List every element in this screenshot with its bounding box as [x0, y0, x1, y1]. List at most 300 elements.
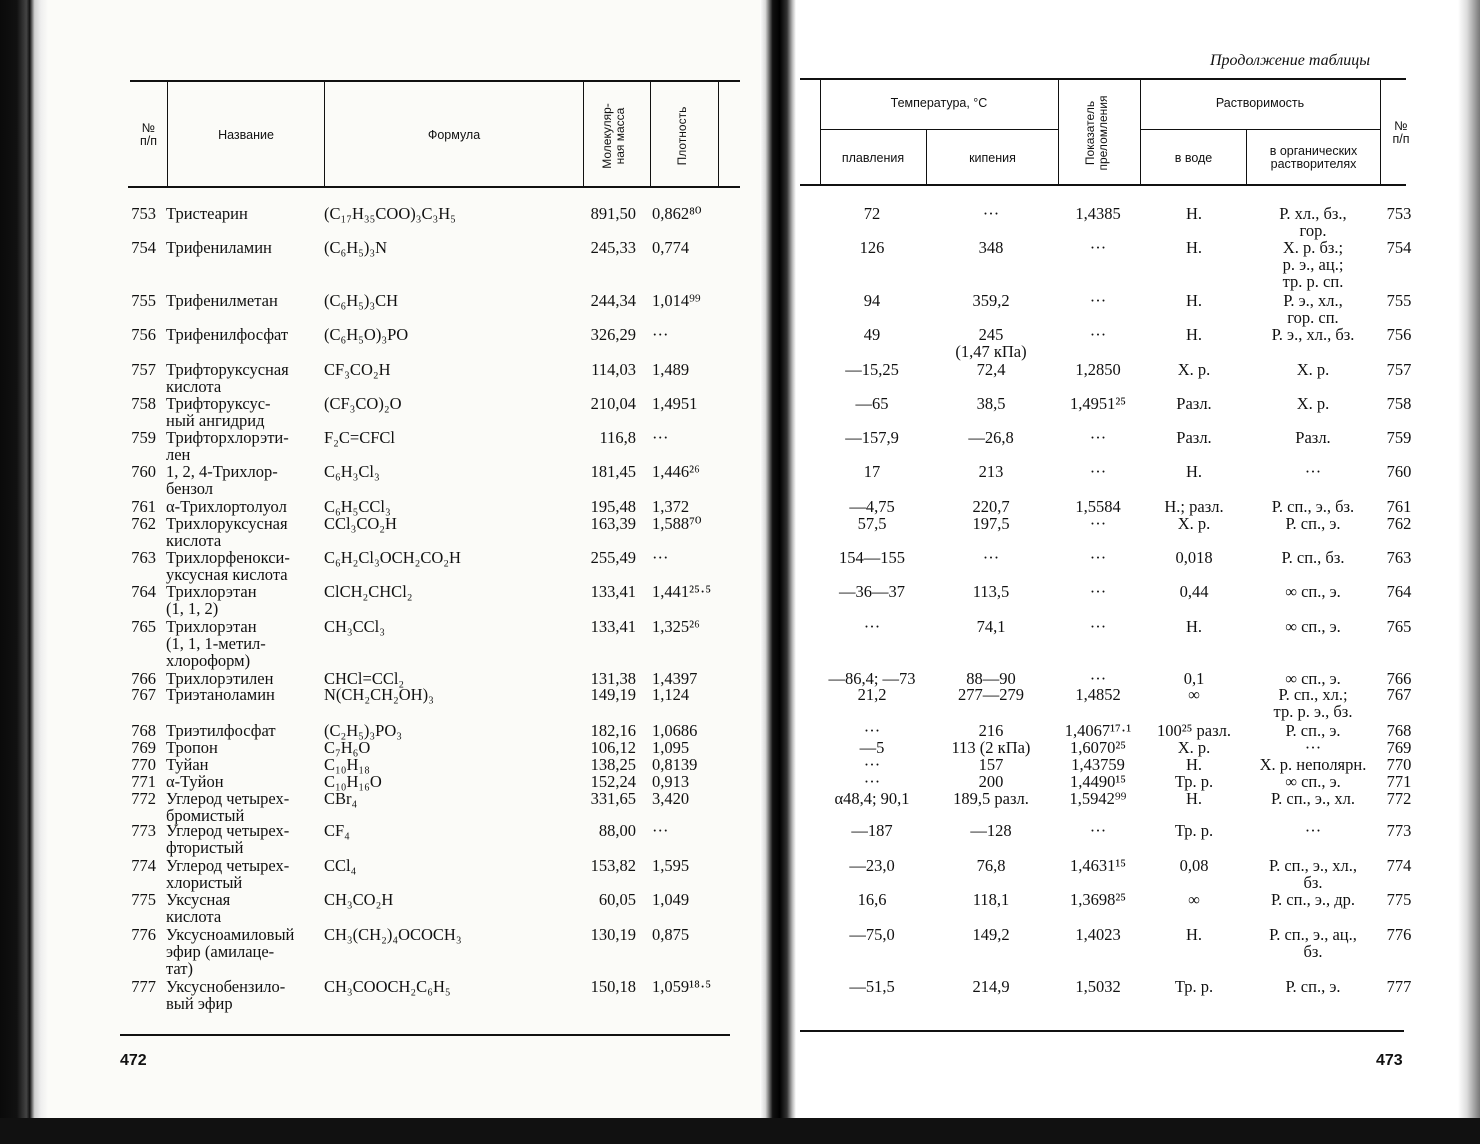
- header-melting: плавления: [841, 151, 905, 165]
- organic-solubility: Р. сп., э., ац., бз.: [1269, 925, 1357, 961]
- row-number-right: 775: [1386, 890, 1412, 909]
- melting-point: 21,2: [857, 685, 887, 704]
- table-row: [0, 325, 1480, 361]
- melting-point: 17: [863, 462, 881, 481]
- table-row: [0, 204, 1480, 240]
- formula: CH₃COOCH₂C₆H₅: [324, 977, 451, 996]
- bottom-book-edge: [0, 1118, 1480, 1144]
- density: 1,014⁹⁹: [652, 291, 701, 310]
- density: 1,489: [652, 360, 690, 379]
- boiling-point: 200: [978, 772, 1004, 791]
- compound-name: Углерод четырех- фтористый: [166, 821, 290, 857]
- refraction-index: 1,5942⁹⁹: [1069, 789, 1127, 808]
- water-solubility: Н.: [1185, 325, 1203, 344]
- row-number: 754: [131, 238, 156, 257]
- density: 1,588⁷⁰: [652, 514, 702, 533]
- left-book-edge: [0, 0, 48, 1144]
- molecular-mass: 133,41: [590, 582, 636, 601]
- row-number-right: 758: [1386, 394, 1412, 413]
- melting-point: ···: [863, 721, 881, 740]
- formula: CF₃CO₂H: [324, 360, 391, 379]
- right-header-top-rule: [800, 78, 1406, 80]
- density: 1,049: [652, 890, 690, 909]
- boiling-point: 113,5: [972, 582, 1010, 601]
- melting-point: 57,5: [857, 514, 887, 533]
- row-number: 777: [131, 977, 156, 996]
- row-number: 756: [131, 325, 156, 344]
- organic-solubility: Х. р.: [1296, 394, 1330, 413]
- row-number-right: 759: [1386, 428, 1412, 447]
- organic-solubility: Р. сп., хл.; тр. р. э., бз.: [1273, 685, 1353, 721]
- organic-solubility: ∞ сп., э.: [1285, 772, 1341, 791]
- compound-name: Туйан: [166, 755, 209, 774]
- refraction-index: ···: [1089, 617, 1107, 636]
- row-number-right: 753: [1386, 204, 1412, 223]
- density: 1,441²⁵·⁵: [652, 582, 712, 601]
- header-num-right: № п/п: [1392, 119, 1410, 146]
- boiling-point: 118,1: [972, 890, 1010, 909]
- refraction-index: 1,4951²⁵: [1069, 394, 1127, 413]
- density: 0,913: [652, 772, 690, 791]
- header-temperature: Температура, °С: [890, 96, 988, 110]
- row-number: 774: [131, 856, 156, 875]
- melting-point: 126: [859, 238, 885, 257]
- header-density: Плотность: [675, 106, 689, 166]
- density: 1,095: [652, 738, 690, 757]
- organic-solubility: Р. хл., бз., гор.: [1279, 204, 1347, 240]
- water-solubility: 100²⁵ разл.: [1156, 721, 1232, 740]
- right-col-divider: [1140, 80, 1141, 184]
- molecular-mass: 195,48: [590, 497, 636, 516]
- density: 3,420: [652, 789, 690, 808]
- header-formula: Формула: [427, 128, 481, 142]
- boiling-point: 88—90: [966, 669, 1016, 688]
- formula: (C₂H₅)₃PO₃: [324, 721, 403, 740]
- melting-point: —65: [855, 394, 889, 413]
- formula: C₁₀H₁₈: [324, 755, 370, 774]
- melting-point: —15,25: [845, 360, 899, 379]
- organic-solubility: Х. р.: [1296, 360, 1330, 379]
- continuation-label: Продолжение таблицы: [1210, 52, 1371, 69]
- molecular-mass: 163,39: [590, 514, 636, 533]
- header-num-left: № п/п: [139, 121, 157, 148]
- formula: CCl₃CO₂H: [324, 514, 397, 533]
- table-row: [0, 238, 1480, 291]
- refraction-index: 1,5032: [1075, 977, 1121, 996]
- boiling-point: 348: [978, 238, 1004, 257]
- refraction-index: 1,4067¹⁷·¹: [1064, 721, 1132, 740]
- row-number: 762: [131, 514, 156, 533]
- water-solubility: 0,08: [1179, 856, 1209, 875]
- table-row: [0, 497, 1480, 516]
- left-bottom-rule: [120, 1034, 730, 1036]
- refraction-index: 1,4023: [1075, 925, 1121, 944]
- row-number: 776: [131, 925, 156, 944]
- compound-name: Трихлорфенокси- уксусная кислота: [166, 548, 290, 584]
- molecular-mass: 130,19: [590, 925, 636, 944]
- boiling-point: —26,8: [968, 428, 1014, 447]
- row-number-right: 770: [1386, 755, 1412, 774]
- boiling-point: 38,5: [976, 394, 1006, 413]
- header-solubility: Растворимость: [1215, 96, 1305, 110]
- melting-point: —4,75: [849, 497, 895, 516]
- compound-name: α-Трихлортолуол: [166, 497, 287, 516]
- melting-point: —75,0: [849, 925, 895, 944]
- table-row: [0, 617, 1480, 670]
- refraction-index: ···: [1089, 669, 1107, 688]
- molecular-mass: 153,82: [590, 856, 636, 875]
- density: 1,372: [652, 497, 690, 516]
- molecular-mass: 891,50: [590, 204, 636, 223]
- molecular-mass: 88,00: [598, 821, 636, 840]
- row-number-right: 773: [1386, 821, 1412, 840]
- boiling-point: 74,1: [976, 617, 1006, 636]
- compound-name: 1, 2, 4-Трихлор- бензол: [166, 462, 278, 498]
- melting-point: 49: [863, 325, 881, 344]
- organic-solubility: Х. р. бз.; р. э., ац.; тр. р. сп.: [1282, 238, 1344, 291]
- temperature-subrule: [820, 129, 1058, 130]
- row-number: 759: [131, 428, 156, 447]
- row-number-right: 776: [1386, 925, 1412, 944]
- compound-name: Триэтаноламин: [166, 685, 275, 704]
- table-row: [0, 721, 1480, 740]
- row-number: 755: [131, 291, 156, 310]
- formula: CH₃CCl₃: [324, 617, 386, 636]
- boiling-point: —128: [970, 821, 1012, 840]
- table-row: [0, 925, 1480, 978]
- melting-point: α48,4; 90,1: [834, 789, 910, 808]
- refraction-index: ···: [1089, 582, 1107, 601]
- boiling-point: 213: [978, 462, 1004, 481]
- molecular-mass: 182,16: [590, 721, 636, 740]
- refraction-index: 1,3698²⁵: [1069, 890, 1127, 909]
- row-number-right: 765: [1386, 617, 1412, 636]
- water-solubility: Н.: [1185, 617, 1203, 636]
- left-col-divider: [583, 82, 584, 186]
- table-row: [0, 890, 1480, 926]
- page-number-right: 473: [1376, 1052, 1403, 1069]
- refraction-index: 1,6070²⁵: [1069, 738, 1127, 757]
- solubility-subrule: [1140, 129, 1380, 130]
- row-number: 760: [131, 462, 156, 481]
- density: 1,0686: [652, 721, 698, 740]
- compound-name: Углерод четырех- хлористый: [166, 856, 290, 892]
- left-col-divider: [650, 82, 651, 186]
- compound-name: Трифениламин: [166, 238, 272, 257]
- table-row: [0, 360, 1480, 396]
- organic-solubility: Р. сп., э.: [1285, 721, 1341, 740]
- organic-solubility: Р. сп., э., хл.: [1271, 789, 1355, 808]
- formula: N(CH₂CH₂OH)₃: [324, 685, 434, 704]
- boiling-point: 149,2: [972, 925, 1010, 944]
- melting-point: 16,6: [857, 890, 887, 909]
- boiling-point: 220,7: [972, 497, 1010, 516]
- refraction-index: ···: [1089, 514, 1107, 533]
- boiling-point: 214,9: [972, 977, 1010, 996]
- water-solubility: ∞: [1188, 685, 1200, 704]
- molecular-mass: 152,24: [590, 772, 636, 791]
- organic-solubility: Р. сп., э., хл., бз.: [1268, 856, 1358, 892]
- refraction-index: 1,4852: [1075, 685, 1121, 704]
- melting-point: 154—155: [839, 548, 905, 567]
- refraction-index: 1,4490¹⁵: [1069, 772, 1127, 791]
- row-number: 772: [131, 789, 156, 808]
- table-row: [0, 856, 1480, 892]
- row-number-right: 761: [1386, 497, 1412, 516]
- organic-solubility: Р. сп., э., др.: [1270, 890, 1356, 909]
- density: 0,862⁸⁰: [652, 204, 702, 223]
- compound-name: α-Туйон: [166, 772, 224, 791]
- row-number: 771: [131, 772, 156, 791]
- row-number: 761: [131, 497, 156, 516]
- formula: C₆H₅CCl₃: [324, 497, 391, 516]
- table-row: [0, 821, 1480, 857]
- organic-solubility: Разл.: [1295, 428, 1331, 447]
- melting-point: —36—37: [839, 582, 905, 601]
- formula: C₆H₂Cl₃OCH₂CO₂H: [324, 548, 461, 567]
- organic-solubility: Р. сп., э., бз.: [1271, 497, 1355, 516]
- density: ···: [652, 548, 669, 567]
- boiling-point: ···: [982, 548, 1000, 567]
- left-header-top-rule: [130, 80, 740, 82]
- melting-point: ···: [863, 617, 881, 636]
- molecular-mass: 255,49: [590, 548, 636, 567]
- header-boiling: кипения: [969, 151, 1016, 165]
- row-number: 768: [131, 721, 156, 740]
- row-number-right: 769: [1386, 738, 1412, 757]
- molecular-mass: 331,65: [590, 789, 636, 808]
- row-number: 766: [131, 669, 156, 688]
- compound-name: Тристеарин: [166, 204, 248, 223]
- density: 1,325²⁶: [652, 617, 700, 636]
- compound-name: Уксусная кислота: [166, 890, 231, 926]
- refraction-index: ···: [1089, 325, 1107, 344]
- formula: CBr₄: [324, 789, 358, 808]
- boiling-point: 76,8: [976, 856, 1006, 875]
- row-number-right: 766: [1386, 669, 1412, 688]
- row-number-right: 768: [1386, 721, 1412, 740]
- water-solubility: Н.: [1185, 204, 1203, 223]
- table-row: [0, 582, 1480, 618]
- compound-name: Трихлорэтилен: [166, 669, 274, 688]
- density: 1,4397: [652, 669, 698, 688]
- water-solubility: 0,018: [1175, 548, 1213, 567]
- row-number-right: 772: [1386, 789, 1412, 808]
- formula: (C₆H₅)₃N: [324, 238, 388, 257]
- refraction-index: 1,43759: [1071, 755, 1125, 774]
- water-solubility: Х. р.: [1177, 360, 1211, 379]
- density: 1,124: [652, 685, 690, 704]
- molecular-mass: 116,8: [599, 428, 636, 447]
- density: 1,446²⁶: [652, 462, 700, 481]
- table-row: [0, 669, 1480, 688]
- refraction-index: ···: [1089, 291, 1107, 310]
- water-solubility: Н.: [1185, 755, 1203, 774]
- molecular-mass: 133,41: [590, 617, 636, 636]
- row-number: 758: [131, 394, 156, 413]
- boiling-point: 197,5: [972, 514, 1010, 533]
- table-row: [0, 462, 1480, 498]
- table-row: [0, 772, 1480, 791]
- formula: C₆H₃Cl₃: [324, 462, 380, 481]
- refraction-index: ···: [1089, 462, 1107, 481]
- row-number-right: 763: [1386, 548, 1412, 567]
- boiling-point: 245 (1,47 кПа): [955, 325, 1027, 361]
- boiling-point: 359,2: [972, 291, 1010, 310]
- row-number-right: 760: [1386, 462, 1412, 481]
- refraction-index: ···: [1089, 428, 1107, 447]
- boiling-point: 216: [978, 721, 1004, 740]
- formula: CH₃(CH₂)₄OCOCH₃: [324, 925, 462, 944]
- boiling-point: 157: [978, 755, 1004, 774]
- row-number-right: 757: [1386, 360, 1412, 379]
- table-row: [0, 977, 1480, 1013]
- melting-point: ···: [863, 772, 881, 791]
- row-number-right: 756: [1386, 325, 1412, 344]
- row-number-right: 762: [1386, 514, 1412, 533]
- water-solubility: Н.: [1185, 238, 1203, 257]
- organic-solubility: Р. э., хл., гор. сп.: [1283, 291, 1343, 327]
- density: 1,059¹⁸·⁵: [652, 977, 712, 996]
- row-number: 753: [131, 204, 156, 223]
- molecular-mass: 210,04: [590, 394, 636, 413]
- density: ···: [652, 821, 669, 840]
- compound-name: Трифенилметан: [166, 291, 278, 310]
- formula: (C₆H₅)₃CH: [324, 291, 399, 310]
- organic-solubility: ···: [1304, 738, 1322, 757]
- organic-solubility: ∞ сп., э.: [1285, 669, 1341, 688]
- formula: C₇H₆O: [324, 738, 371, 757]
- molecular-mass: 245,33: [590, 238, 636, 257]
- melting-point: 72: [863, 204, 881, 223]
- compound-name: Трихлорэтан (1, 1, 1-метил- хлороформ): [166, 617, 266, 670]
- formula: (C₆H₅O)₃PO: [324, 325, 409, 344]
- organic-solubility: ···: [1304, 462, 1322, 481]
- refraction-index: 1,4385: [1075, 204, 1121, 223]
- density: 1,595: [652, 856, 690, 875]
- compound-name: Тропон: [166, 738, 218, 757]
- table-row: [0, 738, 1480, 757]
- water-solubility: Н.: [1185, 462, 1203, 481]
- water-solubility: Тр. р.: [1174, 821, 1214, 840]
- row-number-right: 771: [1386, 772, 1412, 791]
- water-solubility: Тр. р.: [1174, 977, 1214, 996]
- water-solubility: Разл.: [1176, 394, 1212, 413]
- formula: C₁₀H₁₆O: [324, 772, 382, 791]
- melting-point: ···: [863, 755, 881, 774]
- formula: CH₃CO₂H: [324, 890, 394, 909]
- organic-solubility: Р. сп., бз.: [1281, 548, 1345, 567]
- book-spine: [760, 0, 796, 1144]
- melting-point: 94: [863, 291, 881, 310]
- formula: F₂C=CFCl: [324, 428, 396, 447]
- molecular-mass: 131,38: [590, 669, 636, 688]
- refraction-index: ···: [1089, 238, 1107, 257]
- density: ···: [652, 325, 669, 344]
- right-book-edge: [1458, 0, 1480, 1144]
- compound-name: Трифторуксус- ный ангидрид: [166, 394, 271, 430]
- compound-name: Триэтилфосфат: [166, 721, 276, 740]
- row-number: 764: [131, 582, 156, 601]
- water-solubility: 0,1: [1183, 669, 1205, 688]
- compound-name: Трихлорэтан (1, 1, 2): [166, 582, 257, 618]
- melting-point: —187: [851, 821, 893, 840]
- molecular-mass: 60,05: [598, 890, 636, 909]
- row-number: 763: [131, 548, 156, 567]
- refraction-index: ···: [1089, 821, 1107, 840]
- organic-solubility: Р. э., хл., бз.: [1271, 325, 1355, 344]
- table-row: [0, 428, 1480, 464]
- left-col-divider: [718, 82, 719, 186]
- refraction-index: 1,5584: [1075, 497, 1121, 516]
- right-col-divider: [1058, 80, 1059, 184]
- row-number-right: 777: [1386, 977, 1412, 996]
- organic-solubility: Р. сп., э.: [1285, 514, 1341, 533]
- table-row: [0, 291, 1480, 327]
- density: 0,875: [652, 925, 690, 944]
- organic-solubility: ∞ сп., э.: [1285, 617, 1341, 636]
- melting-point: —86,4; —73: [828, 669, 916, 688]
- row-number: 770: [131, 755, 156, 774]
- density: 1,4951: [652, 394, 698, 413]
- row-number: 769: [131, 738, 156, 757]
- row-number: 775: [131, 890, 156, 909]
- formula: (C₁₇H₃₅COO)₃C₃H₅: [324, 204, 456, 223]
- molecular-mass: 106,12: [590, 738, 636, 757]
- molecular-mass: 114,03: [591, 360, 636, 379]
- water-solubility: 0,44: [1179, 582, 1209, 601]
- row-number-right: 754: [1386, 238, 1412, 257]
- header-refraction: Показатель преломления: [1083, 95, 1110, 171]
- molecular-mass: 244,34: [590, 291, 636, 310]
- organic-solubility: ···: [1304, 821, 1322, 840]
- molecular-mass: 150,18: [590, 977, 636, 996]
- formula: CF₄: [324, 821, 350, 840]
- header-mass: Молекуляр- ная масса: [600, 103, 627, 169]
- compound-name: Уксуснобензило- вый эфир: [166, 977, 286, 1013]
- compound-name: Углерод четырех- бромистый: [166, 789, 290, 825]
- row-number: 767: [131, 685, 156, 704]
- table-row: [0, 789, 1480, 825]
- row-number-right: 767: [1386, 685, 1412, 704]
- table-row: [0, 548, 1480, 584]
- left-page: [30, 0, 766, 1144]
- water-solubility: Х. р.: [1177, 738, 1211, 757]
- density: ···: [652, 428, 669, 447]
- header-water: в воде: [1174, 151, 1213, 165]
- row-number: 765: [131, 617, 156, 636]
- left-header-bottom-rule: [128, 186, 740, 188]
- formula: CHCl=CCl₂: [324, 669, 405, 688]
- density: 0,8139: [652, 755, 698, 774]
- boiling-point: 189,5 разл.: [953, 789, 1029, 808]
- table-row: [0, 394, 1480, 430]
- water-solubility: Н.: [1185, 789, 1203, 808]
- table-row: [0, 755, 1480, 774]
- compound-name: Трихлоруксусная кислота: [166, 514, 288, 550]
- compound-name: Трифторхлорэти- лен: [166, 428, 289, 464]
- header-name: Название: [218, 128, 274, 142]
- refraction-index: 1,4631¹⁵: [1069, 856, 1127, 875]
- boiling-point: 113 (2 кПа): [951, 738, 1031, 757]
- organic-solubility: ∞ сп., э.: [1285, 582, 1341, 601]
- row-number: 773: [131, 821, 156, 840]
- melting-point: —157,9: [845, 428, 899, 447]
- row-number-right: 755: [1386, 291, 1412, 310]
- organic-solubility: Х. р. неполярн.: [1259, 755, 1367, 774]
- compound-name: Уксусноамиловый эфир (амилаце- тат): [166, 925, 295, 978]
- row-number-right: 764: [1386, 582, 1412, 601]
